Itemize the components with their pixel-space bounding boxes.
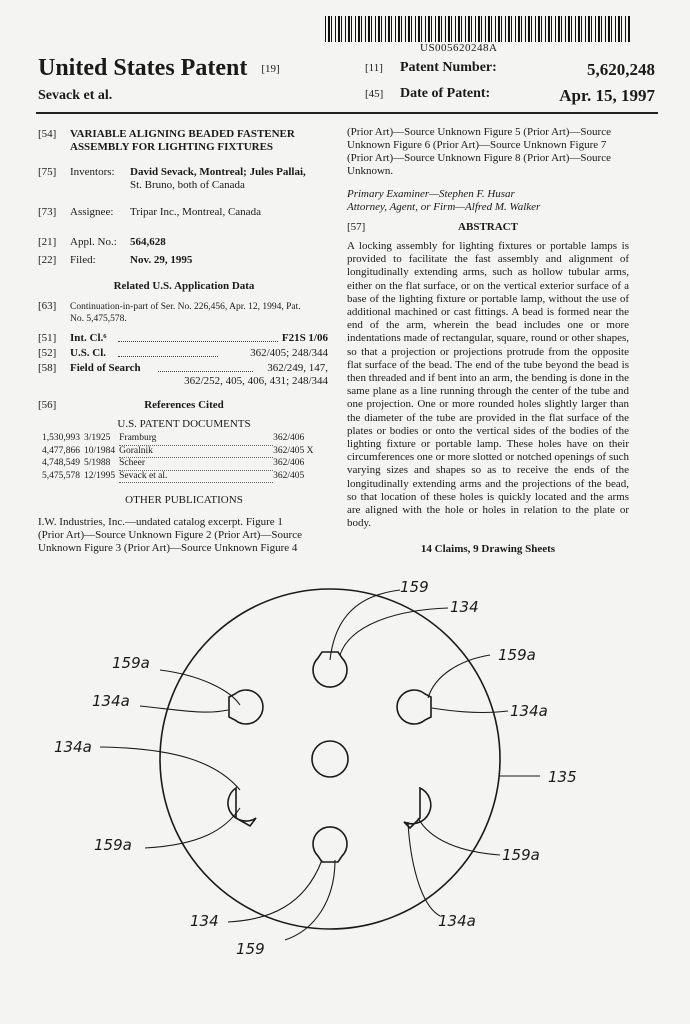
references-heading: References Cited	[144, 399, 224, 411]
application-number: [21] Appl. No.: 564,628	[38, 236, 166, 248]
references-table	[42, 433, 318, 483]
label-134a-left-1: 134a	[92, 692, 130, 710]
reference-name: Sevack et al.	[119, 470, 273, 483]
other-publications: I.W. Industries, Inc.—undated catalog excerpt. Figure 1 (Prior Art)—Source Unknown Figure 2 (Prior Art)—Source Unknown Figure 3 (Prior Art)—Source Unknown Figure 4	[38, 516, 302, 554]
reference-row	[42, 445, 318, 458]
patent-number: 5,620,248	[587, 60, 655, 79]
label-134-bottom: 134	[190, 912, 219, 930]
barcode	[325, 16, 630, 42]
hole-upper-right	[397, 690, 431, 724]
label-134a-bottom: 134a	[438, 912, 476, 930]
filed-date: [22] Filed: Nov. 29, 1995	[38, 254, 193, 266]
field-of-search: [58] Field of Search 362/249, 147, 362/252, 405, 406, 431; 248/344	[38, 362, 328, 387]
reference-cls: 362/406	[273, 433, 305, 444]
date-of-patent: Apr. 15, 1997	[559, 86, 655, 105]
continuation-data: [63] Continuation-in-part of Ser. No. 226,456, Apr. 12, 1994, Pat. No. 5,475,578.	[38, 300, 301, 324]
label-134a-right: 134a	[510, 702, 548, 720]
related-data-heading: Related U.S. Application Data	[113, 280, 255, 292]
reference-cls: 362/405 X	[273, 445, 314, 456]
invention-title: [54] VARIABLE ALIGNING BEADED FASTENER ASSEMBLY FOR LIGHTING FIXTURES	[38, 128, 295, 153]
reference-name: Goralnik	[119, 445, 273, 458]
claims-summary: 14 Claims, 9 Drawing Sheets	[420, 543, 556, 555]
references-code: [56]	[38, 399, 57, 411]
reference-date: 12/1995	[84, 470, 116, 481]
reference-cls: 362/406	[273, 458, 305, 468]
reference-cls: 362/405	[273, 470, 305, 481]
label-135: 135	[548, 768, 577, 786]
abstract-text: A locking assembly for lighting fixtures or portable lamps is provided to facilitate the fast assembly and alignment of longitudinally extending arms, such as hollow tubular arms, either on the flat surface, or on the vertical exterior surface of a base of the lighting fixture or portable lamp, without the use of additional machined or cast fittings. A bead is formed near the end of the arm, wherein the bead includes one or more indentations made of rectangular, square, round or other shapes, so that a projection or projections protrude from the opposite flat surface of the bead. The end of the tube beyond the bead is then threaded and if bent into an arm, the bending is done in the same plane as a line running through the center of the tube and one projection. One or more rounded holes slightly larger than the diameter of the tube are provided in the flat surface of the plates or bodies or onto the vertical sides of the bodies of the lighting fixture or portable lamp. These holes have on their circumferences one or more slotted or notched openings of such varying sizes and shapes so as to receive the ends of the longitudinally extending arms and the projections of the bead, so that location of these holes is quickly located and the arms are aligned with the hole or holes in relation to the plate or body.	[347, 240, 629, 530]
reference-row	[42, 433, 318, 445]
label-159-top: 159	[400, 578, 429, 596]
other-publications-continued: (Prior Art)—Source Unknown Figure 5 (Prior Art)—Source Unknown Figure 6 (Prior Art)—Source Unknown Figure 7 (Prior Art)—Source Unknown Figure 8 (Prior Art)—Source Unknown.	[347, 126, 611, 177]
reference-date: 10/1984	[84, 445, 116, 456]
reference-num: 5,475,578	[42, 470, 80, 481]
hole-upper-left	[229, 690, 263, 724]
hole-bottom	[313, 827, 347, 862]
label-159a-top-left: 159a	[112, 654, 150, 672]
assignee: [73] Assignee: Tripar Inc., Montreal, Canada	[38, 206, 261, 218]
reference-num: 1,530,993	[42, 433, 80, 444]
reference-name: Scheer	[119, 458, 273, 471]
label-159-bottom: 159	[236, 940, 265, 958]
hole-lower-left	[228, 788, 256, 826]
label-159a-top-right: 159a	[498, 646, 536, 664]
abstract-heading: ABSTRACT	[458, 221, 518, 233]
reference-num: 4,748,549	[42, 458, 80, 468]
reference-date: 5/1988	[84, 458, 111, 468]
abstract-code: [57]	[347, 221, 366, 233]
reference-row	[42, 470, 318, 483]
authors: Sevack et al.	[38, 88, 113, 103]
date-of-patent-row: [45] Date of Patent: Apr. 15, 1997	[365, 86, 655, 105]
center-hole	[312, 741, 348, 777]
label-134a-left-2: 134a	[54, 738, 92, 756]
reference-name: Framburg	[119, 433, 273, 445]
us-documents-heading: U.S. PATENT DOCUMENTS	[117, 418, 251, 430]
us-class: [52] U.S. Cl. 362/405; 248/344	[38, 347, 328, 359]
header-divider	[36, 112, 658, 114]
int-class: [51] Int. Cl.⁶ F21S 1/06	[38, 332, 328, 344]
patent-title-header: United States Patent [19]	[38, 55, 280, 81]
document-number: US005620248A	[420, 42, 498, 54]
reference-num: 4,477,866	[42, 445, 80, 456]
reference-date: 3/1925	[84, 433, 111, 444]
label-159a-bottom-right: 159a	[502, 846, 540, 864]
patent-number-row: [11] Patent Number: 5,620,248	[365, 60, 655, 79]
label-159a-bottom-left: 159a	[94, 836, 132, 854]
examiners: Primary Examiner—Stephen F. Husar Attorney, Agent, or Firm—Alfred M. Walker	[347, 188, 541, 213]
patent-drawing	[0, 560, 690, 1024]
title-code: [19]	[261, 63, 280, 76]
label-134-top: 134	[450, 598, 479, 616]
base-plate-circle	[160, 589, 500, 929]
inventors: [75] Inventors: David Sevack, Montreal; Jules Pallai, St. Bruno, both of Canada	[38, 166, 306, 191]
other-publications-heading: OTHER PUBLICATIONS	[125, 494, 243, 506]
reference-row	[42, 458, 318, 471]
